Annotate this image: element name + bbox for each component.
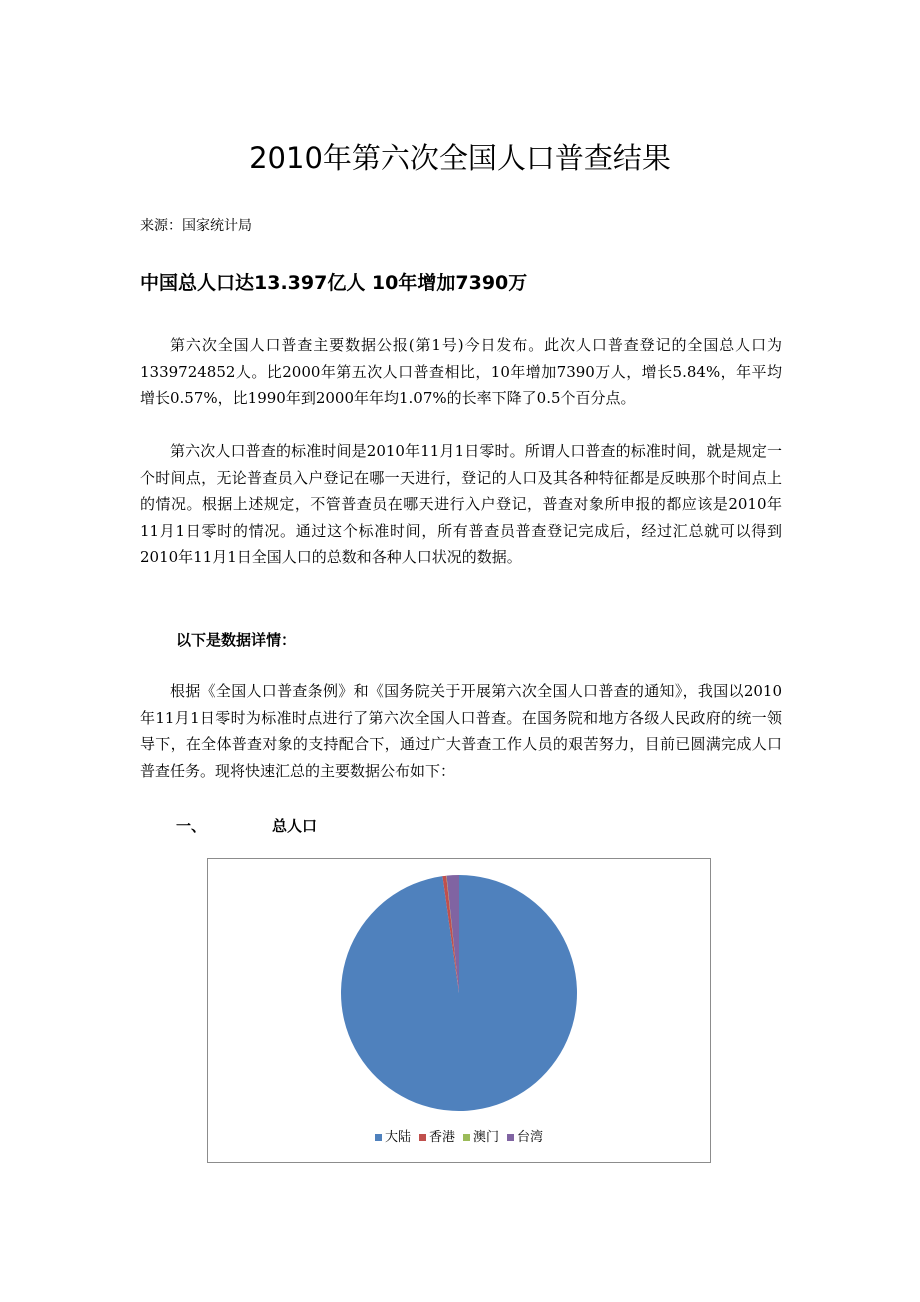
legend-label: 台湾 — [517, 1130, 544, 1145]
pie-chart-canvas — [208, 859, 710, 1119]
legend-item — [463, 1129, 499, 1147]
page-title: 2010年第六次全国人口普查结果 — [249, 141, 671, 175]
chart-legend — [208, 1129, 710, 1147]
legend-swatch — [507, 1134, 514, 1141]
headline: 中国总人口达13.397亿人 10年增加7390万 — [140, 272, 528, 294]
population-pie-chart — [207, 858, 711, 1163]
legend-label: 大陆 — [384, 1130, 411, 1145]
section-title: 总人口 — [272, 817, 318, 835]
paragraph-1: 第六次全国人口普查主要数据公报(第1号)今日发布。此次人口普查登记的全国总人口为1339724852人。比2000年第五次人口普查相比，10年增加7390万人，增长5.84%，年平均增长0.57%，比1990年到2000年年均1.07%的长率下降了0.5个百分点。 — [140, 336, 782, 407]
source-line: 来源：国家统计局 — [140, 218, 252, 234]
legend-item — [419, 1129, 455, 1147]
legend-item — [375, 1129, 411, 1147]
paragraph-3: 根据《全国人口普查条例》和《国务院关于开展第六次全国人口普查的通知》，我国以2010年11月1日零时为标准时点进行了第六次全国人口普查。在国务院和地方各级人民政府的统一领导下，在全体普查对象的支持配合下，通过广大普查工作人员的艰苦努力，目前已圆满完成人口普查任务。现将快速汇总的主要数据公布如下： — [140, 682, 782, 780]
legend-item — [507, 1129, 543, 1147]
legend-swatch — [419, 1134, 426, 1141]
legend-label: 香港 — [428, 1130, 455, 1145]
section-number: 一、 — [176, 817, 207, 835]
legend-label: 澳门 — [473, 1130, 500, 1145]
paragraph-2: 第六次人口普查的标准时间是2010年11月1日零时。所谓人口普查的标准时间，就是规定一个时间点，无论普查员入户登记在哪一天进行，登记的人口及其各种特征都是反映那个时间点上的情况。根据上述规定，不管普查员在哪天进行入户登记，普查对象所申报的都应该是2010年11月1日零时的情况。通过这个标准时间，所有普查员普查登记完成后，经过汇总就可以得到2010年11月1日全国人口的总数和各种人口状况的数据。 — [140, 442, 782, 566]
section-heading — [176, 814, 317, 838]
data-details-heading: 以下是数据详情： — [176, 631, 297, 649]
legend-swatch — [463, 1134, 470, 1141]
legend-swatch — [375, 1134, 382, 1141]
